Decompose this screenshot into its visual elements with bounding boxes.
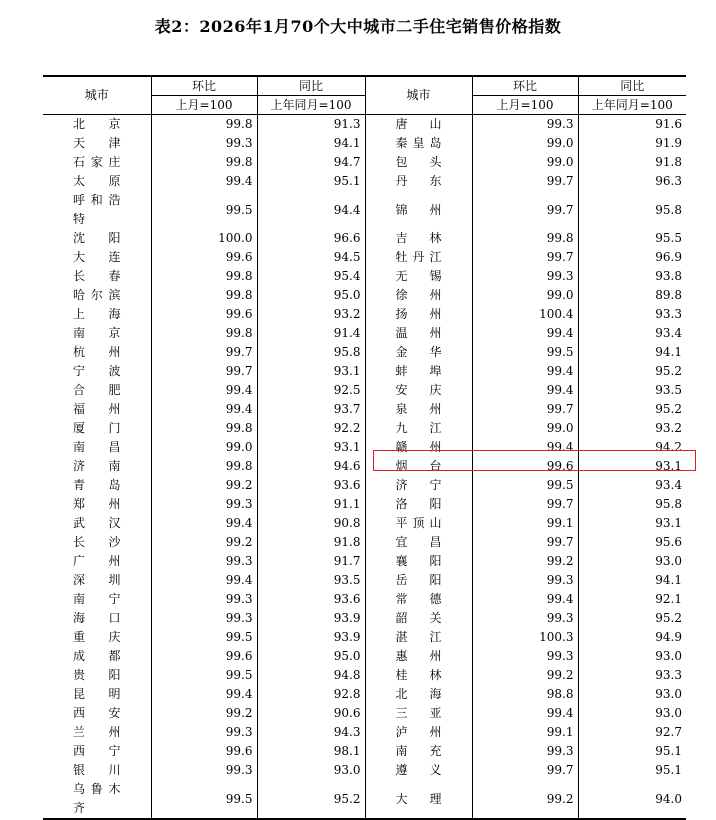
left-yoy-cell: 96.6 [257,229,365,248]
left-city-cell: 大连 [43,248,151,267]
right-yoy-cell: 95.8 [655,202,682,217]
right-mom-cell: 99.3 [472,571,578,590]
left-yoy-cell: 93.9 [257,609,365,628]
right-city-cell: 洛阳 [365,495,472,514]
left-yoy-cell: 92.2 [257,419,365,438]
right-mom-cell: 99.4 [472,438,578,457]
left-yoy-header: 同比 [257,76,365,96]
right-yoy-cell: 89.8 [655,288,682,302]
table-row [43,229,686,248]
table-row [43,571,686,590]
right-yoy-cell: 93.2 [655,421,682,435]
right-yoy-cell: 95.8 [655,497,682,511]
table-row [43,438,686,457]
left-mom-cell: 99.6 [151,647,257,666]
right-yoy-cell: 95.2 [655,364,682,378]
left-city-cell: 杭州 [43,343,151,362]
left-mom-cell: 99.6 [151,248,257,267]
table-row [43,153,686,172]
right-city-cell: 大理 [365,780,472,819]
right-mom-cell: 99.7 [472,533,578,552]
left-mom-cell: 99.4 [151,400,257,419]
right-yoy-cell: 93.4 [655,478,682,492]
table-row [43,457,686,476]
right-city-cell: 金华 [365,343,472,362]
right-mom-cell: 99.4 [472,381,578,400]
left-mom-cell: 99.8 [151,153,257,172]
right-mom-cell: 99.5 [472,343,578,362]
right-city-cell: 泸州 [365,723,472,742]
right-city-cell: 包头 [365,153,472,172]
left-city-cell: 呼和浩特 [43,191,151,229]
left-city-cell: 合肥 [43,381,151,400]
left-yoy-cell: 95.8 [257,343,365,362]
left-city-cell: 南昌 [43,438,151,457]
left-yoy-base: 上年同月=100 [257,96,365,115]
table-row [43,590,686,609]
left-yoy-cell: 95.2 [257,780,365,819]
right-yoy-cell: 93.0 [655,649,682,663]
left-mom-cell: 99.4 [151,514,257,533]
right-yoy-cell: 93.0 [655,554,682,568]
left-city-cell: 深圳 [43,571,151,590]
right-yoy-cell: 91.8 [655,155,682,169]
left-mom-cell: 99.5 [151,191,257,229]
left-city-cell: 重庆 [43,628,151,647]
left-city-cell: 石家庄 [43,153,151,172]
left-yoy-cell: 93.0 [257,761,365,780]
left-city-cell: 贵阳 [43,666,151,685]
right-city-cell: 烟台 [365,457,472,476]
left-mom-header: 环比 [151,76,257,96]
right-yoy-base: 上年同月=100 [578,96,686,115]
right-mom-cell: 99.0 [472,419,578,438]
left-mom-cell: 99.2 [151,476,257,495]
right-yoy-cell: 93.0 [655,687,682,701]
left-city-cell: 银川 [43,761,151,780]
left-mom-cell: 99.6 [151,305,257,324]
right-yoy-cell: 95.6 [655,535,682,549]
left-yoy-cell: 93.5 [257,571,365,590]
right-city-cell: 泉州 [365,400,472,419]
right-yoy-cell: 94.1 [655,345,682,359]
right-mom-cell: 99.0 [472,153,578,172]
right-city-cell: 常德 [365,590,472,609]
right-yoy-cell: 94.2 [655,440,682,454]
right-mom-cell: 99.7 [472,172,578,191]
left-city-cell: 上海 [43,305,151,324]
left-mom-cell: 99.8 [151,286,257,305]
right-mom-cell: 99.7 [472,400,578,419]
left-yoy-cell: 94.3 [257,723,365,742]
right-yoy-cell: 96.9 [655,250,682,264]
table-row [43,552,686,571]
right-city-cell: 济宁 [365,476,472,495]
left-yoy-cell: 95.4 [257,267,365,286]
right-yoy-cell: 95.2 [655,611,682,625]
left-yoy-cell: 91.1 [257,495,365,514]
table-row [43,533,686,552]
right-mom-cell: 99.1 [472,514,578,533]
right-mom-cell: 99.2 [472,666,578,685]
right-mom-cell: 99.4 [472,704,578,723]
right-yoy-cell: 93.5 [655,383,682,397]
left-mom-cell: 99.6 [151,742,257,761]
right-city-cell: 南充 [365,742,472,761]
right-mom-cell: 99.3 [472,115,578,135]
table-row [43,666,686,685]
right-city-cell: 温州 [365,324,472,343]
left-city-cell: 太原 [43,172,151,191]
left-yoy-cell: 91.7 [257,552,365,571]
right-yoy-cell: 93.3 [655,668,682,682]
left-city-cell: 宁波 [43,362,151,381]
table-row [43,495,686,514]
right-mom-cell: 98.8 [472,685,578,704]
left-mom-cell: 99.4 [151,381,257,400]
left-city-cell: 西宁 [43,742,151,761]
right-city-cell: 襄阳 [365,552,472,571]
left-mom-cell: 99.7 [151,343,257,362]
table-row [43,305,686,324]
right-city-cell: 丹东 [365,172,472,191]
left-mom-cell: 99.4 [151,172,257,191]
left-mom-cell: 100.0 [151,229,257,248]
left-city-cell: 广州 [43,552,151,571]
left-yoy-cell: 94.6 [257,457,365,476]
right-city-cell: 扬州 [365,305,472,324]
right-yoy-cell: 91.9 [655,136,682,150]
right-mom-cell: 99.0 [472,286,578,305]
table-row [43,514,686,533]
left-mom-cell: 99.5 [151,628,257,647]
left-city-header: 城市 [43,76,151,115]
right-yoy-cell: 94.1 [655,573,682,587]
table-row [43,476,686,495]
right-mom-cell: 99.4 [472,590,578,609]
left-yoy-cell: 93.9 [257,628,365,647]
left-mom-cell: 99.3 [151,609,257,628]
left-mom-cell: 99.3 [151,761,257,780]
left-city-cell: 哈尔滨 [43,286,151,305]
right-yoy-cell: 93.4 [655,326,682,340]
right-yoy-cell: 95.2 [655,402,682,416]
right-mom-cell: 99.3 [472,267,578,286]
left-city-cell: 兰州 [43,723,151,742]
right-yoy-cell: 95.5 [655,231,682,245]
left-mom-base: 上月=100 [151,96,257,115]
table-row [43,286,686,305]
left-mom-cell: 99.3 [151,723,257,742]
left-mom-cell: 99.3 [151,134,257,153]
table-row [43,191,686,229]
right-yoy-cell: 91.6 [655,117,682,131]
right-city-cell: 唐山 [365,115,472,135]
right-yoy-cell: 93.1 [655,459,682,473]
left-mom-cell: 99.5 [151,780,257,819]
right-yoy-cell: 93.8 [655,269,682,283]
table-row [43,267,686,286]
left-city-cell: 福州 [43,400,151,419]
table-row [43,723,686,742]
table-title: 表2：2026年1月70个大中城市二手住宅销售价格指数 [154,17,562,36]
left-mom-cell: 99.0 [151,438,257,457]
left-mom-cell: 99.8 [151,324,257,343]
right-mom-cell: 99.3 [472,647,578,666]
left-city-cell: 长沙 [43,533,151,552]
table-row [43,115,686,135]
right-city-cell: 北海 [365,685,472,704]
right-city-cell: 韶关 [365,609,472,628]
right-mom-cell: 99.7 [472,761,578,780]
table-row [43,324,686,343]
right-mom-cell: 99.7 [472,191,578,229]
left-mom-cell: 99.5 [151,666,257,685]
right-city-cell: 锦州 [365,191,472,229]
left-mom-cell: 99.2 [151,533,257,552]
left-yoy-cell: 94.5 [257,248,365,267]
right-yoy-cell: 92.1 [655,592,682,606]
left-yoy-cell: 95.0 [257,647,365,666]
table-row [43,419,686,438]
right-city-cell: 徐州 [365,286,472,305]
left-mom-cell: 99.8 [151,267,257,286]
table-body [43,115,686,820]
table-row [43,628,686,647]
left-city-cell: 昆明 [43,685,151,704]
left-yoy-cell: 93.6 [257,476,365,495]
right-city-cell: 九江 [365,419,472,438]
right-mom-base: 上月=100 [472,96,578,115]
right-city-cell: 桂林 [365,666,472,685]
right-yoy-cell: 96.3 [655,174,682,188]
left-city-cell: 乌鲁木齐 [43,780,151,819]
right-city-cell: 赣州 [365,438,472,457]
right-city-cell: 蚌埠 [365,362,472,381]
right-city-cell: 宜昌 [365,533,472,552]
left-mom-cell: 99.4 [151,571,257,590]
right-yoy-cell: 93.0 [655,706,682,720]
right-mom-header: 环比 [472,76,578,96]
left-city-cell: 郑州 [43,495,151,514]
right-city-cell: 吉林 [365,229,472,248]
right-mom-cell: 100.3 [472,628,578,647]
right-yoy-cell: 93.3 [655,307,682,321]
right-city-cell: 岳阳 [365,571,472,590]
right-yoy-cell: 94.0 [655,791,682,806]
left-city-cell: 济南 [43,457,151,476]
right-mom-cell: 99.3 [472,742,578,761]
right-mom-cell: 99.7 [472,248,578,267]
left-city-cell: 天津 [43,134,151,153]
right-city-cell: 平顶山 [365,514,472,533]
left-yoy-cell: 93.6 [257,590,365,609]
right-city-cell: 遵义 [365,761,472,780]
table-row [43,704,686,723]
right-mom-cell: 99.4 [472,362,578,381]
right-city-cell: 安庆 [365,381,472,400]
left-yoy-cell: 91.8 [257,533,365,552]
left-mom-cell: 99.3 [151,495,257,514]
left-yoy-cell: 93.1 [257,438,365,457]
right-yoy-cell: 92.7 [655,725,682,739]
left-mom-cell: 99.8 [151,419,257,438]
left-yoy-cell: 91.4 [257,324,365,343]
table-row [43,609,686,628]
table-row [43,400,686,419]
left-yoy-cell: 92.8 [257,685,365,704]
left-yoy-cell: 98.1 [257,742,365,761]
left-city-cell: 南京 [43,324,151,343]
right-mom-cell: 99.8 [472,229,578,248]
left-mom-cell: 99.8 [151,457,257,476]
left-yoy-cell: 94.7 [257,153,365,172]
table-row [43,134,686,153]
left-mom-cell: 99.4 [151,685,257,704]
left-city-cell: 青岛 [43,476,151,495]
right-yoy-cell: 94.9 [655,630,682,644]
right-city-cell: 牡丹江 [365,248,472,267]
left-mom-cell: 99.3 [151,552,257,571]
right-mom-cell: 99.7 [472,495,578,514]
table-row [43,685,686,704]
right-city-cell: 惠州 [365,647,472,666]
price-index-table [43,75,686,820]
table-row [43,742,686,761]
right-mom-cell: 99.1 [472,723,578,742]
right-city-header: 城市 [365,76,472,115]
left-mom-cell: 99.2 [151,704,257,723]
right-yoy-cell: 93.1 [655,516,682,530]
left-city-cell: 北京 [43,115,151,135]
right-mom-cell: 99.2 [472,552,578,571]
right-mom-cell: 99.3 [472,609,578,628]
left-yoy-cell: 94.1 [257,134,365,153]
left-yoy-cell: 92.5 [257,381,365,400]
right-mom-cell: 100.4 [472,305,578,324]
left-yoy-cell: 93.7 [257,400,365,419]
table-row [43,362,686,381]
left-yoy-cell: 93.1 [257,362,365,381]
table-row [43,248,686,267]
right-mom-cell: 99.5 [472,476,578,495]
left-yoy-cell: 94.8 [257,666,365,685]
left-yoy-cell: 95.0 [257,286,365,305]
table-row [43,343,686,362]
left-city-cell: 长春 [43,267,151,286]
right-yoy-header: 同比 [578,76,686,96]
table-row [43,172,686,191]
right-city-cell: 秦皇岛 [365,134,472,153]
left-yoy-cell: 91.3 [257,115,365,135]
left-yoy-cell: 94.4 [257,191,365,229]
table-row [43,381,686,400]
left-mom-cell: 99.7 [151,362,257,381]
left-city-cell: 西安 [43,704,151,723]
right-city-cell: 湛江 [365,628,472,647]
left-mom-cell: 99.8 [151,115,257,135]
right-mom-cell: 99.0 [472,134,578,153]
left-city-cell: 海口 [43,609,151,628]
right-mom-cell: 99.6 [472,457,578,476]
left-mom-cell: 99.3 [151,590,257,609]
left-city-cell: 南宁 [43,590,151,609]
left-city-cell: 武汉 [43,514,151,533]
left-yoy-cell: 95.1 [257,172,365,191]
left-yoy-cell: 90.6 [257,704,365,723]
left-yoy-cell: 90.8 [257,514,365,533]
right-city-cell: 三亚 [365,704,472,723]
right-mom-cell: 99.4 [472,324,578,343]
table-row [43,761,686,780]
left-city-cell: 沈阳 [43,229,151,248]
right-yoy-cell: 95.1 [655,744,682,758]
left-city-cell: 厦门 [43,419,151,438]
right-city-cell: 无锡 [365,267,472,286]
left-yoy-cell: 93.2 [257,305,365,324]
left-city-cell: 成都 [43,647,151,666]
table-row [43,647,686,666]
right-mom-cell: 99.2 [472,780,578,819]
right-yoy-cell: 95.1 [655,763,682,777]
